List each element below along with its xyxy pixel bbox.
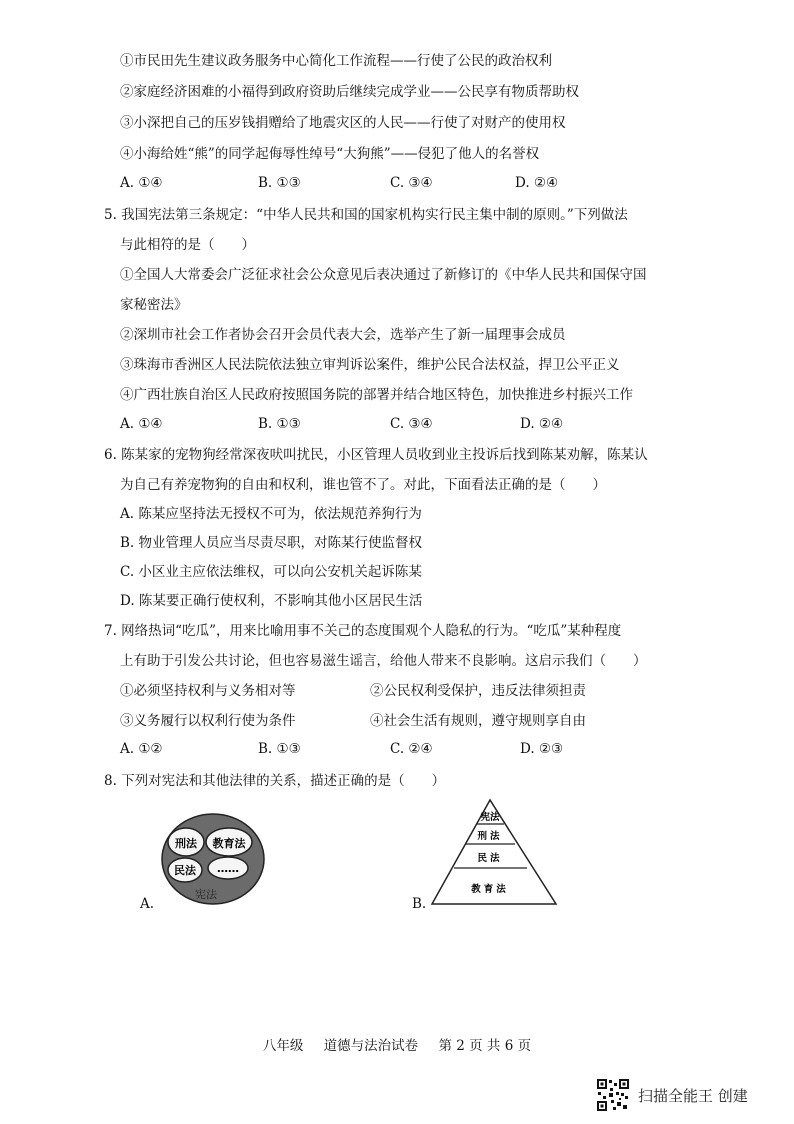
qr-code-icon — [596, 1078, 630, 1112]
q6-stem-line1: 6. 陈某家的宠物狗经常深夜吠叫扰民，小区管理人员收到业主投诉后找到陈某劝解，陈某认 — [104, 447, 648, 463]
q7-option-c: C. ②④ — [390, 741, 433, 757]
q5-stem-line1: 5. 我国宪法第三条规定：“中华人民共和国的国家机构实行民主集中制的原则。”下列做法 — [104, 207, 628, 223]
q6-option-c: C. 小区业主应依法维权，可以向公安机关起诉陈某 — [120, 564, 422, 580]
others-text: …… — [217, 862, 239, 875]
q4-item-4: ④小海给姓“熊”的同学起侮辱性绰号“大狗熊”——侵犯了他人的名誉权 — [120, 146, 540, 162]
constitution-text: 宪法 — [195, 888, 217, 901]
q4-item-3: ③小深把自己的压岁钱捐赠给了地震灾区的人民——行使了对财产的使用权 — [120, 115, 566, 131]
q5-item-1-cont: 家秘密法》 — [120, 297, 188, 313]
q7-item-2: ②公民权利受保护，违反法律须担责 — [370, 683, 586, 699]
civil-law-text: 民法 — [174, 864, 196, 877]
q5-option-c: C. ③④ — [390, 416, 433, 432]
q8-stem: 8. 下列对宪法和其他法律的关系，描述正确的是（ ） — [104, 773, 446, 789]
q4-option-b: B. ①③ — [258, 175, 301, 191]
q7-option-b: B. ①③ — [258, 741, 301, 757]
q6-stem-line2: 为自己有养宠物狗的自由和权利，谁也管不了。对此，下面看法正确的是（ ） — [120, 477, 606, 493]
q6-option-a: A. 陈某应坚持法无授权不可为，依法规范养狗行为 — [120, 506, 422, 522]
pyramid-layer-criminal: 刑法 — [477, 831, 503, 842]
page-footer — [0, 1034, 794, 1054]
q7-item-4: ④社会生活有规则，遵守规则享自由 — [370, 713, 586, 729]
q4-option-c: C. ③④ — [390, 175, 433, 191]
q6-option-d: D. 陈某要正确行使权利，不影响其他小区居民生活 — [120, 593, 423, 609]
pyramid-layer-constitution: 宪法 — [480, 812, 500, 823]
q5-stem-line2: 与此相符的是（ ） — [120, 237, 255, 253]
q5-item-1: ①全国人大常委会广泛征求社会公众意见后表决通过了新修订的《中华人民共和国保守国 — [120, 267, 647, 283]
q5-item-3: ③珠海市香洲区人民法院依法独立审判诉讼案件，维护公民合法权益，捍卫公平正义 — [120, 357, 620, 373]
q4-option-d: D. ②④ — [515, 175, 559, 191]
q7-stem-line2: 上有助于引发公共讨论，但也容易滋生谣言，给他人带来不良影响。这启示我们（ ） — [120, 653, 647, 669]
q8-figure-a-label: A. — [140, 896, 155, 912]
q6-option-b: B. 物业管理人员应当尽责尽职，对陈某行使监督权 — [120, 535, 423, 551]
q5-option-a: A. ①④ — [120, 416, 163, 432]
watermark-text: 扫描全能王 创建 — [638, 1086, 748, 1105]
pyramid-layer-education: 教育法 — [471, 884, 509, 895]
q7-item-1: ①必须坚持权利与义务相对等 — [120, 683, 296, 699]
q7-option-a: A. ①② — [120, 741, 163, 757]
q7-stem-line1: 7. 网络热词“吃瓜”，用来比喻用事不关己的态度围观个人隐私的行为。“吃瓜”某种程度 — [104, 623, 622, 639]
q5-option-b: B. ①③ — [258, 416, 301, 432]
q8-figure-b-pyramid — [430, 796, 560, 908]
q8-figure-a-diagram — [160, 812, 266, 906]
pyramid-layer-civil: 民法 — [477, 853, 503, 864]
q7-item-3: ③义务履行以权利行使为条件 — [120, 713, 296, 729]
q5-option-d: D. ②④ — [520, 416, 564, 432]
q5-item-2: ②深圳市社会工作者协会召开会员代表大会，选举产生了新一届理事会成员 — [120, 327, 566, 343]
criminal-law-text: 刑法 — [175, 837, 197, 850]
footer-page-number: 第 2 页 共 6 页 — [438, 1038, 532, 1054]
scanner-watermark — [596, 1078, 748, 1112]
q4-item-2: ②家庭经济困难的小福得到政府资助后继续完成学业——公民享有物质帮助权 — [120, 84, 579, 100]
q4-option-a: A. ①④ — [120, 175, 163, 191]
q8-figure-b-label: B. — [412, 896, 427, 912]
q5-item-4: ④广西壮族自治区人民政府按照国务院的部署并结合地区特色，加快推进乡村振兴工作 — [120, 387, 633, 403]
education-law-text: 教育法 — [212, 837, 246, 850]
footer-subject: 道德与法治试卷 — [323, 1038, 419, 1054]
footer-grade: 八年级 — [262, 1038, 304, 1054]
q4-item-1: ①市民田先生建议政务服务中心简化工作流程——行使了公民的政治权利 — [120, 53, 552, 69]
q7-option-d: D. ②③ — [520, 741, 564, 757]
